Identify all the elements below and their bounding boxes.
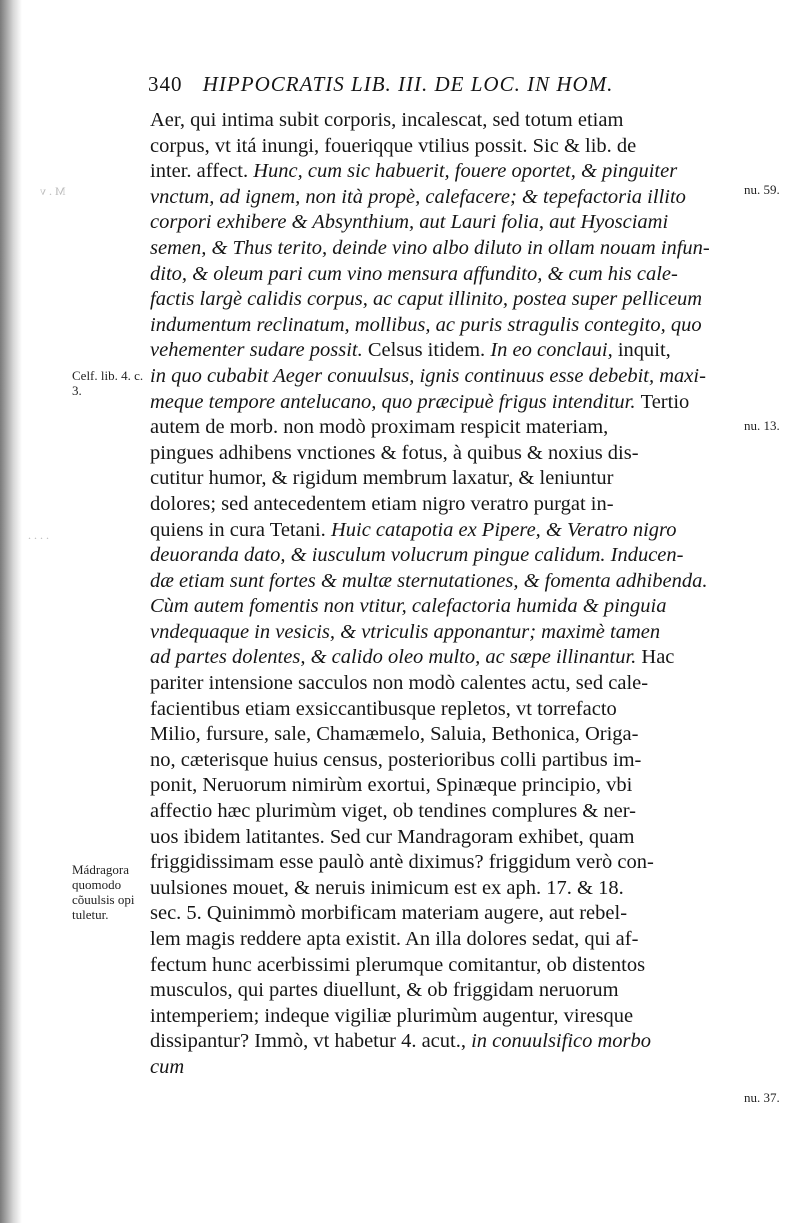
roman-run: lem magis reddere apta existit. An illa dolores sedat, qui af- <box>150 928 639 950</box>
text-line <box>150 773 740 799</box>
roman-run: quiens in cura Tetani. <box>150 518 331 541</box>
roman-run: dissipantur? Immò, vt habetur 4. acut., <box>150 1030 472 1053</box>
italic-run: In eo conclaui, <box>490 339 618 362</box>
roman-run: fectum hunc acerbissimi plerumque comitantur, ob distentos <box>150 953 646 976</box>
margin-note-celsus: Celf. lib. 4. c. 3. <box>72 368 144 398</box>
text-line <box>150 210 740 236</box>
text-line <box>150 441 740 467</box>
text-line <box>150 953 740 979</box>
italic-run: Cùm autem fomentis non vtitur, calefactoria humida & pinguia <box>150 595 667 618</box>
show-through-text: . . . . <box>28 528 49 542</box>
roman-run: dolores; sed antecedentem etiam nigro veratro purgat in- <box>150 492 614 515</box>
running-head <box>148 72 688 97</box>
text-line <box>150 748 740 774</box>
page-gutter-shadow <box>0 0 22 1223</box>
text-line <box>150 338 740 364</box>
roman-run: friggidissimam esse paulò antè diximus? friggidum verò con- <box>150 851 654 874</box>
text-line <box>150 108 740 134</box>
page-number: 340 <box>148 72 183 96</box>
text-line <box>150 134 740 160</box>
text-line <box>150 185 740 211</box>
text-line <box>150 415 740 441</box>
text-line <box>150 390 740 416</box>
text-line <box>150 518 740 544</box>
roman-run: pingues adhibens vnctiones & fotus, à quibus & noxius dis- <box>150 441 639 464</box>
italic-run: dæ etiam sunt fortes & multæ sternutationes, & fomenta adhibenda. <box>150 569 708 592</box>
text-line <box>150 262 740 288</box>
italic-run: Huic catapotia ex Pipere, & Veratro nigro <box>330 518 677 541</box>
italic-run: ad partes dolentes, & calido oleo multo, ac sæpe illinantur. <box>150 646 642 669</box>
roman-run: ponit, Neruorum nimirùm exortui, Spinæque principio, vbi <box>150 774 633 797</box>
text-line <box>150 799 740 825</box>
italic-run: indumentum reclinatum, mollibus, ac puris stragulis contegito, quo <box>150 313 702 336</box>
text-line <box>150 927 740 953</box>
italic-run: deuoranda dato, & iusculum volucrum pingue calidum. Inducen- <box>150 544 684 567</box>
margin-note-nu13: nu. 13. <box>744 418 780 433</box>
text-line <box>150 901 740 927</box>
italic-run: vndequaque in vesicis, & vtriculis apponantur; maximè tamen <box>150 620 661 643</box>
text-line <box>150 671 740 697</box>
roman-run: inter. affect. <box>150 160 254 183</box>
text-line <box>150 1004 740 1030</box>
margin-note-mandragora: Mádragora quomodo cõuulsis opi tuletur. <box>72 862 135 922</box>
text-line <box>150 236 740 262</box>
roman-run: intemperiem; indeque vigiliæ plurimùm augentur, viresque <box>150 1004 634 1027</box>
italic-run: vehementer sudare possit. <box>150 339 368 362</box>
text-line <box>150 364 740 390</box>
text-line <box>150 159 740 185</box>
show-through-text: M . v <box>40 184 66 198</box>
roman-run: Aer, qui intima subit corporis, incalescat, sed totum etiam <box>150 109 624 131</box>
roman-run: corpus, vt itá inungi, foueriqque vtilius possit. Sic & lib. de <box>150 134 637 157</box>
text-line <box>150 594 740 620</box>
roman-run: facientibus etiam exsiccantibusque repletos, vt torrefacto <box>150 697 617 720</box>
text-line <box>150 1029 740 1055</box>
italic-run: in conuulsifico morbo <box>471 1030 652 1053</box>
text-line <box>150 287 740 313</box>
running-title: HIPPOCRATIS LIB. III. DE LOC. IN HOM. <box>202 72 614 96</box>
italic-run: semen, & Thus terito, deinde vino albo diluto in ollam nouam infun- <box>150 236 710 259</box>
roman-run: musculos, qui partes diuellunt, & ob friggidam neruorum <box>150 979 619 1002</box>
italic-run: dito, & oleum pari cum vino mensura affundito, & cum his cale- <box>150 262 678 285</box>
roman-run: Celsus itidem. <box>367 339 491 362</box>
italic-run: in quo cubabit Aeger conuulsus, ignis continuus esse debebit, maxi- <box>150 364 706 387</box>
text-line <box>150 876 740 902</box>
margin-note-nu37: nu. 37. <box>744 1090 780 1105</box>
body-text <box>150 108 740 1081</box>
roman-run: uos ibidem latitantes. Sed cur Mandragoram exhibet, quam <box>150 825 635 848</box>
roman-run: pariter intensione sacculos non modò calentes actu, sed cale- <box>150 672 649 695</box>
text-line <box>150 697 740 723</box>
roman-run: autem de morb. non modò proximam respicit materiam, <box>150 416 609 439</box>
italic-run: factis largè calidis corpus, ac caput illinito, postea super pelliceum <box>150 288 703 311</box>
text-line <box>150 466 740 492</box>
text-line <box>150 850 740 876</box>
text-line <box>150 722 740 748</box>
roman-run: Hac <box>641 646 675 669</box>
text-line <box>150 1055 740 1081</box>
roman-run: Tertio <box>640 390 690 413</box>
roman-run: Milio, fursure, sale, Chamæmelo, Saluia, Bethonica, Origa- <box>150 723 639 746</box>
margin-note-nu59: nu. 59. <box>744 182 780 197</box>
italic-run: Hunc, cum sic habuerit, fouere oportet, & pinguiter <box>253 160 678 183</box>
text-line <box>150 543 740 569</box>
roman-run: inquit, <box>617 339 671 362</box>
italic-run: cum <box>150 1055 185 1078</box>
text-line <box>150 645 740 671</box>
roman-run: cutitur humor, & rigidum membrum laxatur, & leniuntur <box>150 467 614 490</box>
text-line <box>150 978 740 1004</box>
italic-run: corpori exhibere & Absynthium, aut Lauri folia, aut Hyosciami <box>150 211 669 234</box>
text-line <box>150 492 740 518</box>
roman-run: no, cæterisque huius census, posterioribus colli partibus im- <box>150 748 642 771</box>
text-line <box>150 620 740 646</box>
roman-run: uulsiones mouet, & neruis inimicum est ex aph. 17. & 18. <box>150 876 624 899</box>
roman-run: affectio hæc plurimùm viget, ob tendines complures & ner- <box>150 800 636 823</box>
text-line <box>150 313 740 339</box>
roman-run: sec. 5. Quinimmò morbificam materiam augere, aut rebel- <box>150 902 628 925</box>
text-line <box>150 825 740 851</box>
italic-run: vnctum, ad ignem, non ità propè, calefacere; & tepefactoria illito <box>150 185 686 208</box>
text-line <box>150 569 740 595</box>
italic-run: meque tempore antelucano, quo præcipuè frigus intenditur. <box>150 390 641 413</box>
